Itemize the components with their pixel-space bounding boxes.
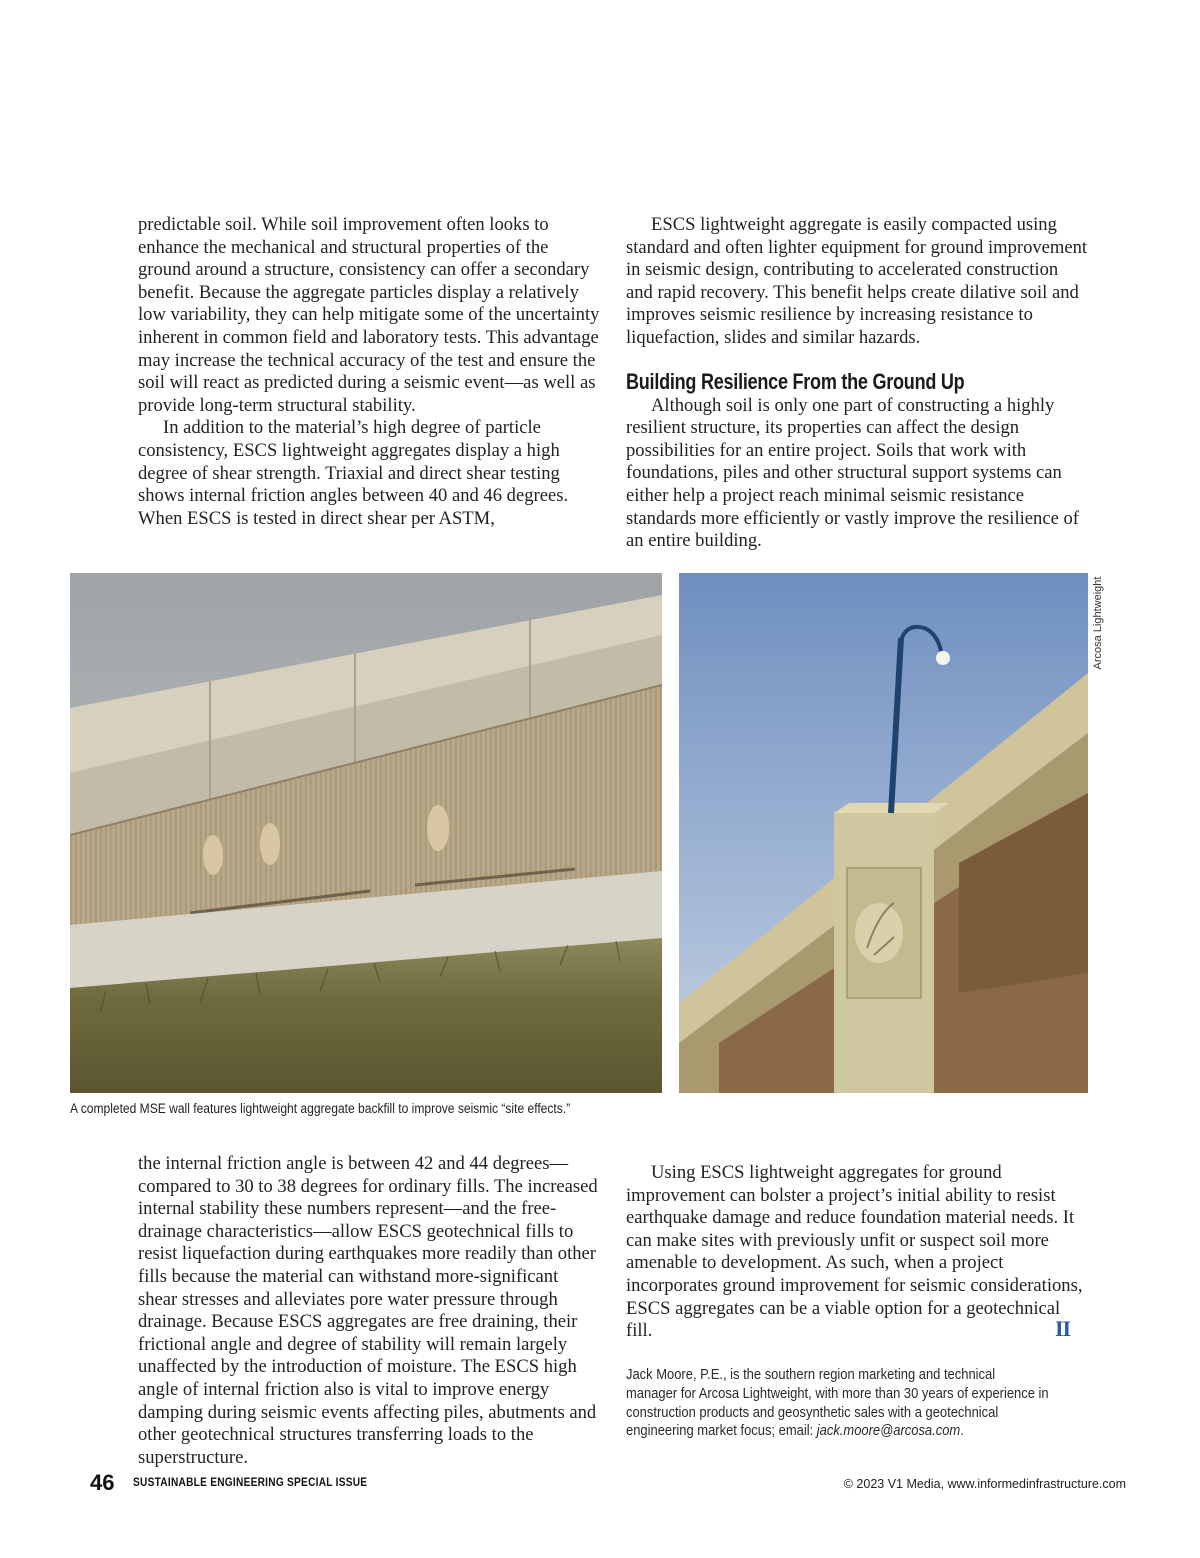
body-paragraph: Using ESCS lightweight aggregates for ground improvement can bolster a project’s initial ability to resist earthquake damage and reduce foundation material needs. It can make sites with previously unfit or suspect soil more amenable to development. As such, when a project incorporates ground improvement for seismic considerations, ESCS aggregates can be a viable option for a geotechnical fill. (626, 1162, 1083, 1342)
body-paragraph: Although soil is only one part of constructing a highly resilient structure, its properties can affect the design possibilities for an entire project. Soils that work with foundations, piles and other structural support systems can either help a project reach minimal seismic resistance standards more efficiently or vastly improve the resilience of an entire building. (626, 394, 1079, 552)
author-bio: Jack Moore, P.E., is the southern region marketing and technical manager for Arcosa Lightweight, with more than 30 years of experience in construction products and geosynthetic sales with a geotechnical engineering market focus; email: jack.moore@arcosa.com. (626, 1367, 1049, 1440)
article-column-top-left (138, 214, 600, 530)
section-heading: Building Resilience From the Ground Up (626, 368, 965, 394)
body-paragraph: ESCS lightweight aggregate is easily compacted using standard and often lighter equipment for ground improvement in seismic design, contributing to accelerated construction and rapid recovery. This benefit helps create dilative soil and improves seismic resilience by increasing resistance to liquefaction, slides and similar hazards. (626, 214, 1088, 348)
publication-title: SUSTAINABLE ENGINEERING SPECIAL ISSUE (132, 1477, 368, 1489)
bridge-photo (679, 573, 1088, 1093)
footer-copyright: © 2023 V1 Media, www.informedinfrastructure.com (843, 1477, 1126, 1491)
article-column-bottom-left (138, 1153, 600, 1469)
end-mark-icon: II (1055, 1316, 1071, 1341)
body-paragraph: the internal friction angle is between 42 and 44 degrees—compared to 30 to 38 degrees for ordinary fills. The increased internal stability these numbers represent—and the free-drainage characteristics—allow ESCS geotechnical fills to resist liquefaction during earthquakes more readily than other fills because the material can withstand more-significant shear stresses and alleviates pore water pressure through drainage. Because ESCS aggregates are free draining, their frictional angle and degree of stability will remain largely unaffected by the introduction of moisture. The ESCS high angle of internal friction also is vital to improve energy damping during seismic events affecting piles, abutments and other geotechnical structures transferring loads to the superstructure. (138, 1153, 598, 1468)
body-paragraph: predictable soil. While soil improvement often looks to enhance the mechanical and structural properties of the ground around a structure, consistency can offer a secondary benefit. Because the aggregate particles display a relatively low variability, they can help mitigate some of the uncertainty inherent in common field and laboratory tests. This advantage may increase the technical accuracy of the test and ensure the soil will react as predicted during a seismic event—as well as provide long-term structural stability. (138, 214, 600, 416)
author-email[interactable]: jack.moore@arcosa.com (816, 1423, 961, 1440)
page-number: 46 (90, 1470, 115, 1495)
body-paragraph: In addition to the material’s high degree of particle consistency, ESCS lightweight aggregates display a high degree of shear strength. Triaxial and direct shear testing shows internal friction angles between 40 and 46 degrees. When ESCS is tested in direct shear per ASTM, (138, 417, 569, 529)
bio-text: Jack Moore, P.E., is the southern region marketing and technical manager for Arcosa Lightweight, with more than 30 years of experience in construction products and geosynthetic sales with a geotechnical engineering market focus; email: (626, 1367, 1049, 1440)
footer-left (90, 1470, 399, 1496)
photo-credit: Arcosa Lightweight (1092, 576, 1104, 670)
figure-caption: A completed MSE wall features lightweight aggregate backfill to improve seismic “site effects.” (70, 1101, 571, 1116)
article-column-bottom-right (626, 1162, 1088, 1343)
mse-wall-photo (70, 573, 662, 1093)
article-column-top-right (626, 214, 1088, 553)
